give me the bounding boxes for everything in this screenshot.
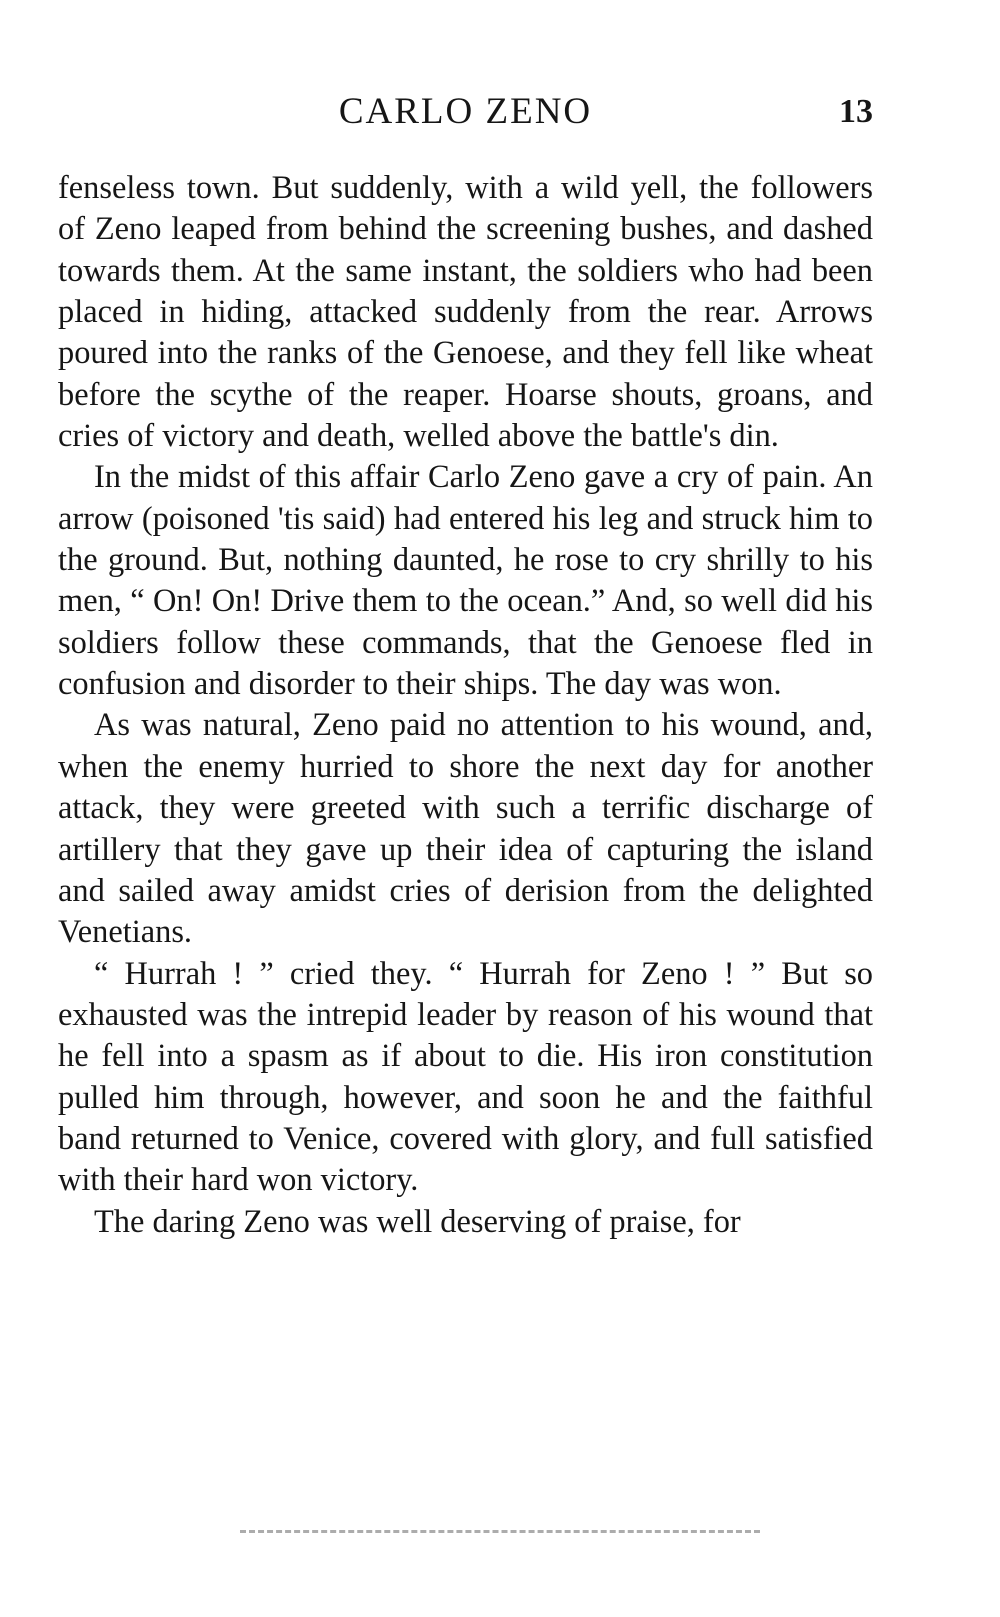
page-number: 13: [839, 93, 873, 130]
body-text: [58, 168, 873, 1243]
paragraph-4: “ Hurrah ! ” cried they. “ Hurrah for Zeno ! ” But so exhausted was the intrepid leader by reason of his wound that he fell into a spasm as if about to die. His iron constitution pulled him through, however, and soon he and the faithful band returned to Venice, covered with glory, and full satisfied with their hard won victory.: [58, 955, 873, 1199]
chapter-title: CARLO ZENO: [338, 91, 593, 132]
bleed-through-marks: [240, 1530, 760, 1537]
paragraph-1: fenseless town. But suddenly, with a wild yell, the followers of Zeno leaped from behind the screening bushes, and dashed towards them. At the same instant, the soldiers who had been placed in hiding, attacked suddenly from the rear. Arrows poured into the ranks of the Genoese, and they fell like wheat before the scythe of the reaper. Hoarse shouts, groans, and cries of victory and death, welled above the battle's din.: [58, 170, 873, 455]
running-head: [58, 86, 873, 138]
paragraph-2: In the midst of this affair Carlo Zeno gave a cry of pain. An arrow (poisoned 'tis said) had entered his leg and struck him to the ground. But, nothing daunted, he rose to cry shrilly to his men, “ On! On! Drive them to the ocean.” And, so well did his soldiers follow these commands, that the Genoese fled in confusion and disorder to their ships. The day was won.: [58, 459, 873, 703]
paragraph-5: The daring Zeno was well deserving of praise, for: [94, 1203, 741, 1240]
paragraph-3: As was natural, Zeno paid no attention to his wound, and, when the enemy hurried to shore the next day for another attack, they were greeted with such a terrific discharge of artillery that they gave up their idea of capturing the island and sailed away amidst cries of derision from the delighted Venetians.: [58, 707, 873, 951]
